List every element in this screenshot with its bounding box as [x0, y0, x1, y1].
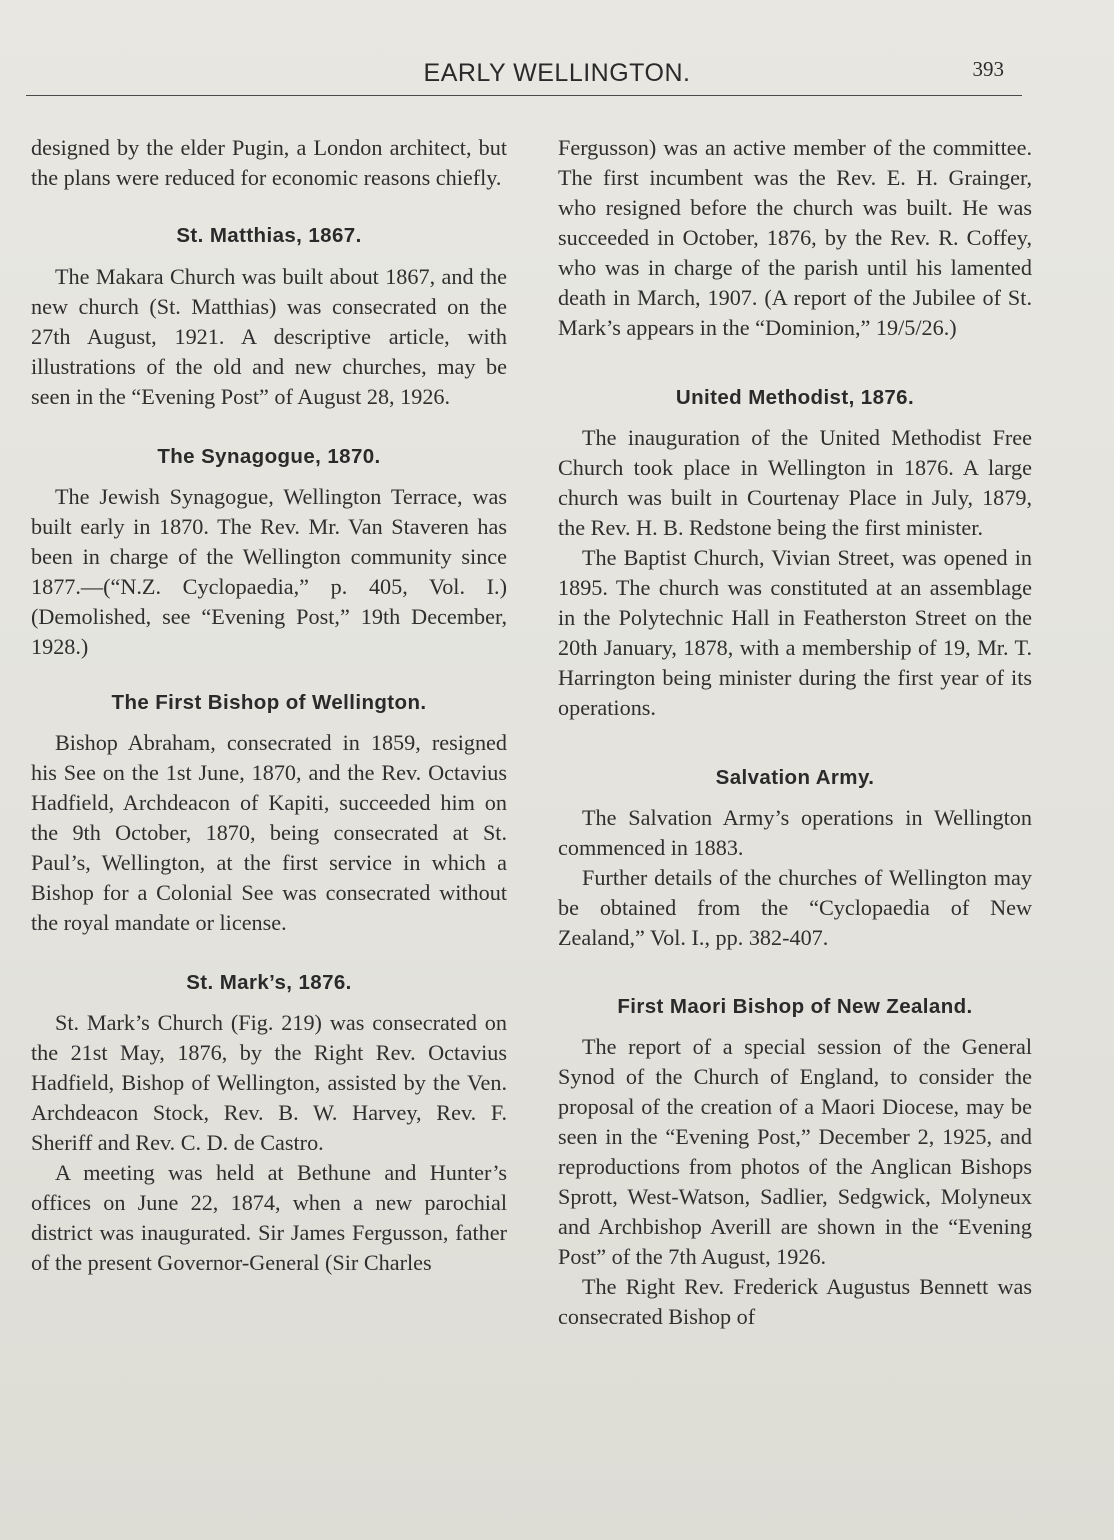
- section-heading-united-methodist: United Methodist, 1876.: [675, 386, 915, 409]
- left-intro-paragraph: designed by the elder Pugin, a London architect, but the plans were reduced for economic reasons chiefly.: [31, 135, 507, 190]
- running-head: [0, 55, 1114, 91]
- paragraph-maori-bishop-1: The report of a special session of the General Synod of the Church of England, to consider the proposal of the creation of a Maori Diocese, may be seen in the “Evening Post,” December 2, 1925, and reproductions from photos of the Anglican Bishops Sprott, West-Watson, Sadlier, Sedgwick, Molyneux and Archbishop Averill are shown in the “Evening Post” of the 7th August, 1926.: [558, 1034, 1032, 1269]
- running-title: EARLY WELLINGTON.: [423, 59, 691, 87]
- paragraph-synagogue: The Jewish Synagogue, Wellington Terrace, was built early in 1870. The Rev. Mr. Van Staveren has been in charge of the Wellington community since 1877.—(“N.Z. Cyclopaedia,” p. 405, Vol. I.) (Demolished, see “Evening Post,” 19th December, 1928.): [31, 484, 507, 659]
- paragraph-further-details: Further details of the churches of Wellington may be obtained from the “Cyclopaedia of New Zealand,” Vol. I., pp. 382-407.: [558, 865, 1032, 950]
- section-heading-salvation-army: Salvation Army.: [715, 766, 875, 789]
- paragraph-st-marks-1: St. Mark’s Church (Fig. 219) was consecrated on the 21st May, 1876, by the Right Rev. Octavius Hadfield, Bishop of Wellington, assisted by the Ven. Archdeacon Stock, Rev. B. W. Harvey, Rev. F. Sheriff and Rev. C. D. de Castro.: [31, 1010, 507, 1155]
- page-number: 393: [972, 57, 1004, 81]
- paragraph-maori-bishop-2: The Right Rev. Frederick Augustus Bennett was consecrated Bishop of: [558, 1274, 1032, 1329]
- paragraph-st-marks-2: A meeting was held at Bethune and Hunter’s offices on June 22, 1874, when a new parochial district was inaugurated. Sir James Fergusson, father of the present Governor-General (Sir Charles: [31, 1160, 507, 1275]
- paragraph-salvation-army: The Salvation Army’s operations in Wellington commenced in 1883.: [558, 805, 1032, 860]
- header-rule: [26, 95, 1022, 96]
- left-column: [31, 133, 507, 1278]
- right-intro-paragraph: Fergusson) was an active member of the committee. The first incumbent was the Rev. E. H. Grainger, who resigned before the church was built. He was succeeded in October, 1876, by the Rev. R. Coffey, who was in charge of the parish until his lamented death in March, 1907. (A report of the Jubilee of St. Mark’s appears in the “Dominion,” 19/5/26.): [558, 135, 1032, 340]
- section-heading-first-bishop: The First Bishop of Wellington.: [111, 691, 427, 714]
- paragraph-st-matthias: The Makara Church was built about 1867, and the new church (St. Matthias) was consecrated on the 27th August, 1921. A descriptive article, with illustrations of the old and new churches, may be seen in the “Evening Post” of August 28, 1926.: [31, 264, 507, 409]
- right-column: [558, 133, 1032, 1332]
- paragraph-baptist-church: The Baptist Church, Vivian Street, was opened in 1895. The church was constituted at an assemblage in the Polytechnic Hall in Featherston Street on the 20th January, 1878, with a membership of 19, Mr. T. Harrington being minister during the first year of its operations.: [558, 545, 1032, 720]
- section-heading-maori-bishop: First Maori Bishop of New Zealand.: [617, 995, 973, 1018]
- section-heading-synagogue: The Synagogue, 1870.: [157, 445, 381, 468]
- paragraph-first-bishop: Bishop Abraham, consecrated in 1859, resigned his See on the 1st June, 1870, and the Rev. Octavius Hadfield, Archdeacon of Kapiti, succeeded him on the 9th October, 1870, being consecrated at St. Paul’s, Wellington, at the first service in which a Bishop for a Colonial See was consecrated without the royal mandate or license.: [31, 730, 507, 935]
- section-heading-st-matthias: St. Matthias, 1867.: [176, 224, 362, 247]
- paragraph-united-methodist: The inauguration of the United Methodist Free Church took place in Wellington in 1876. A large church was built in Courtenay Place in July, 1879, the Rev. H. B. Redstone being the first minister.: [558, 425, 1032, 540]
- section-heading-st-marks: St. Mark’s, 1876.: [186, 971, 352, 994]
